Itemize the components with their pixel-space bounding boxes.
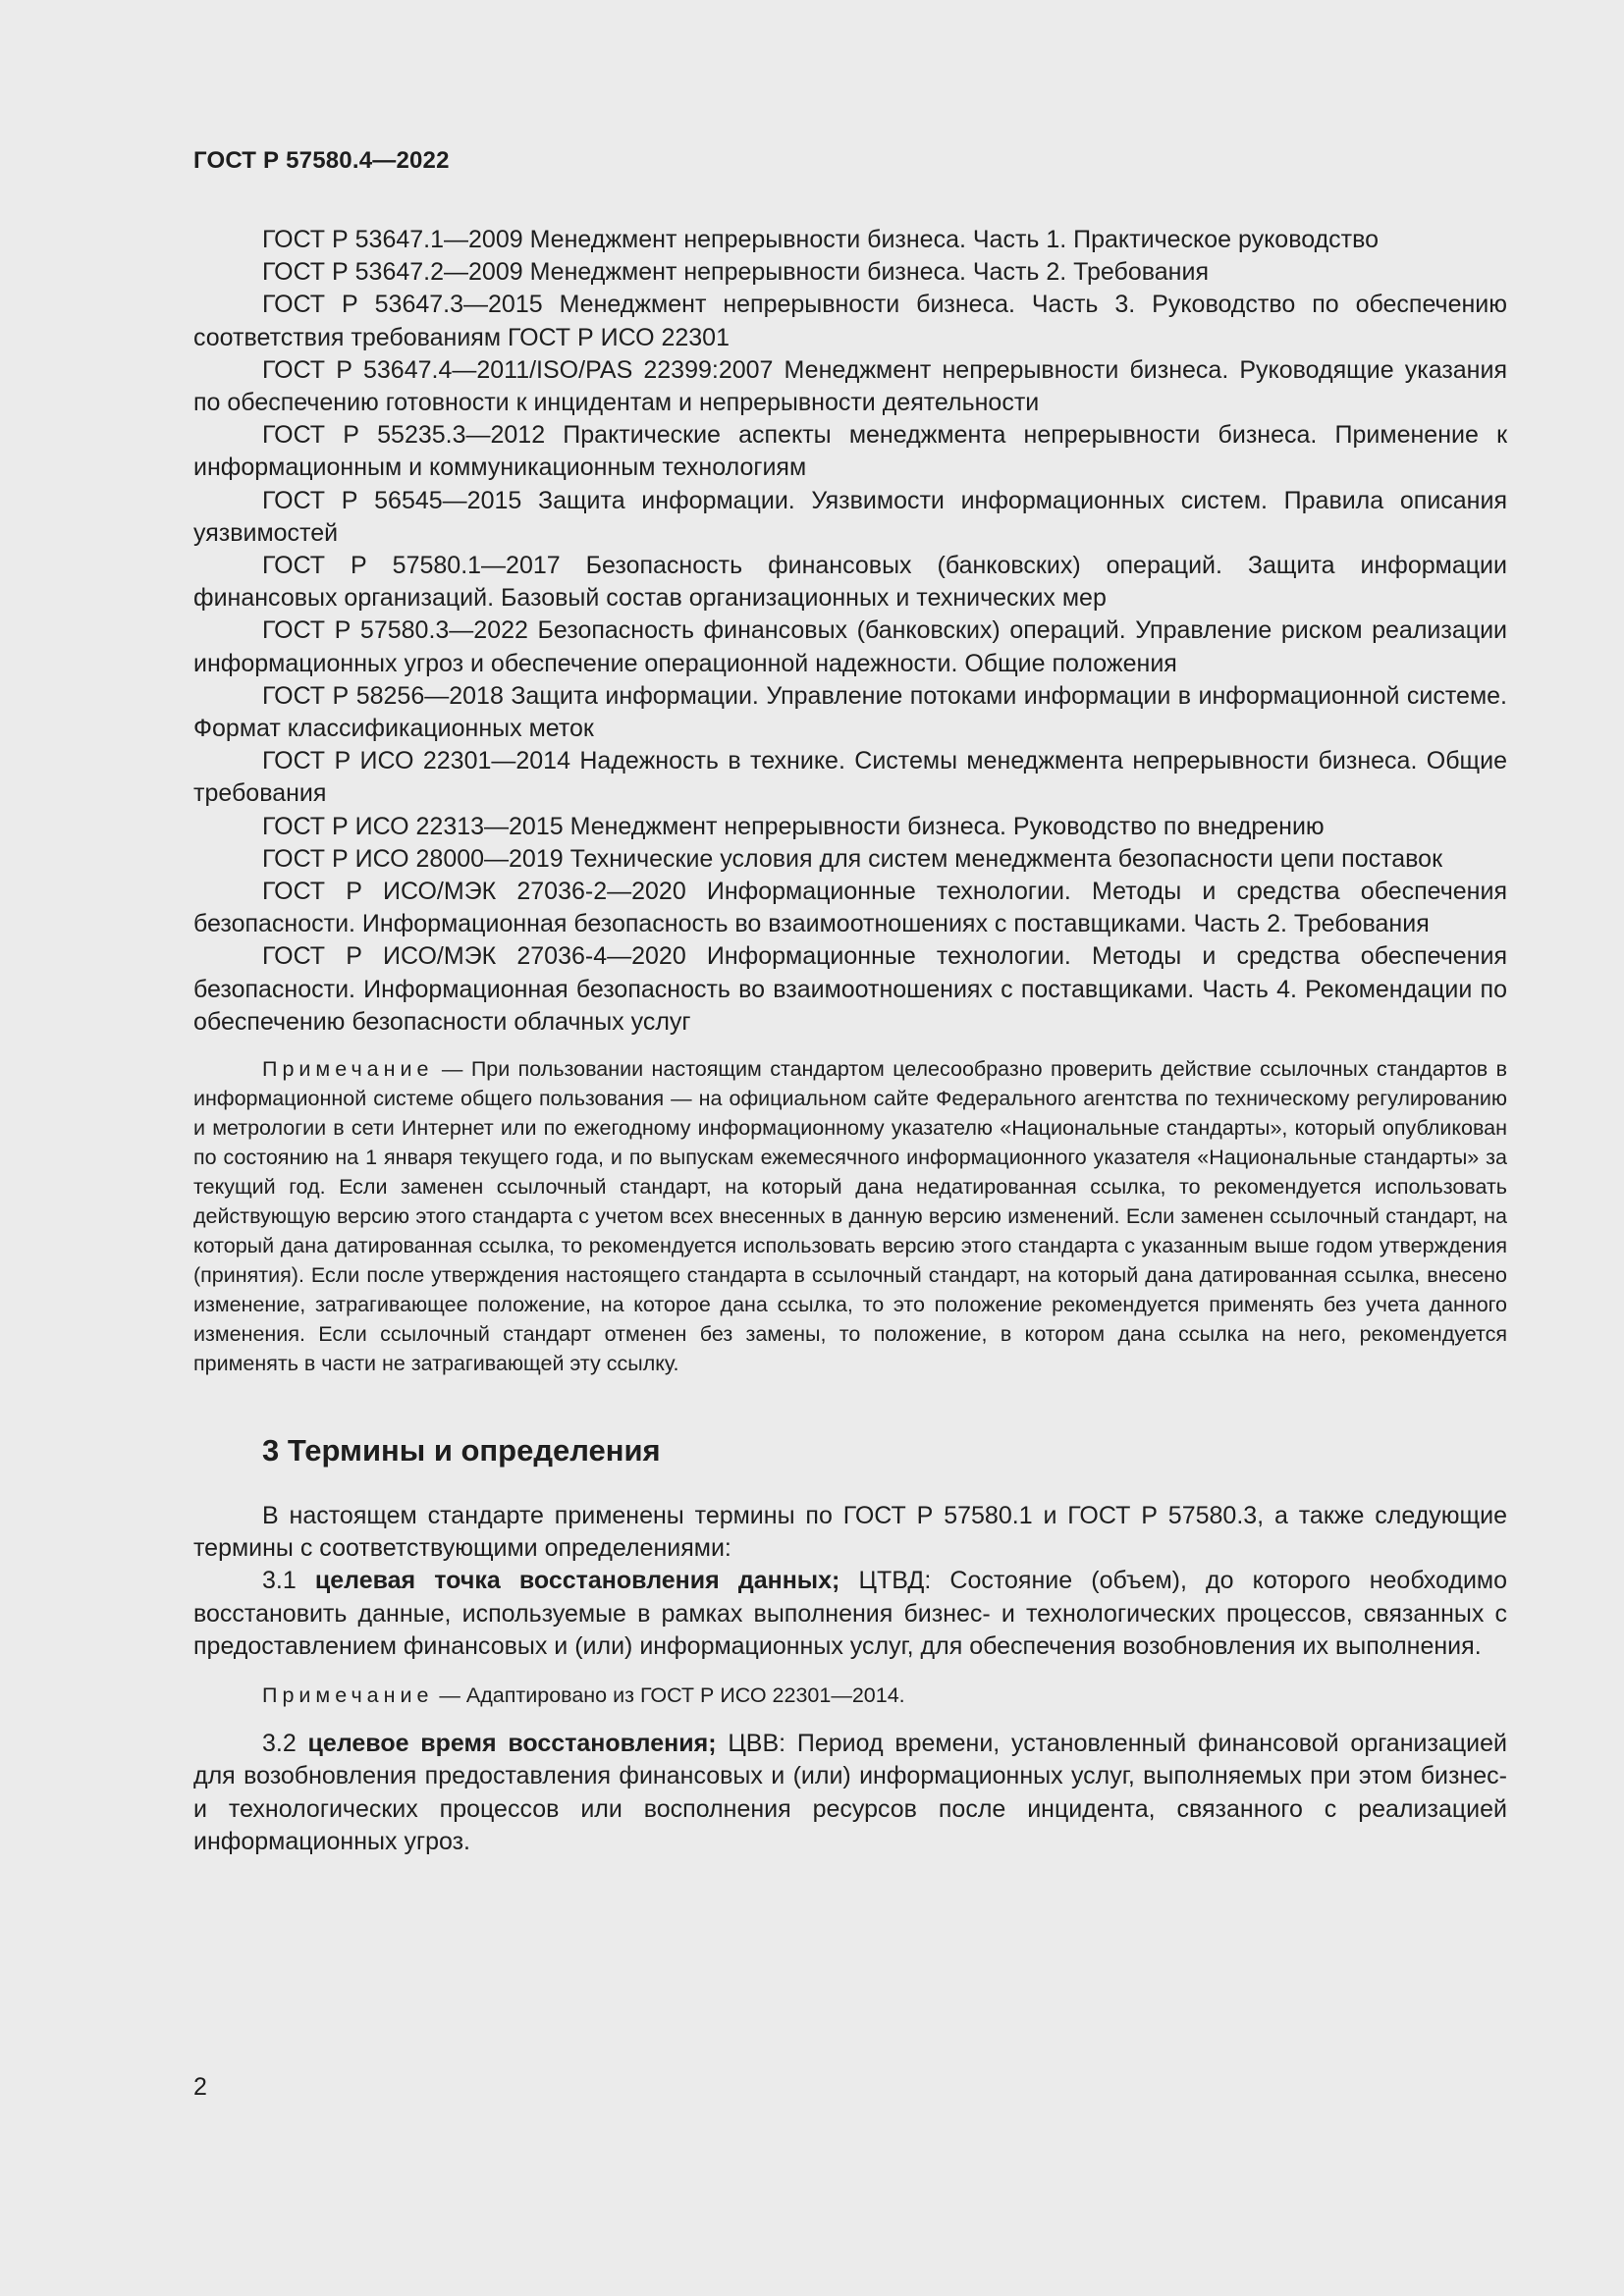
reference-item: ГОСТ Р 53647.4—2011/ISO/PAS 22399:2007 Менеджмент непрерывности бизнеса. Руководящие указания по обеспечению готовности к инцидентам и непрерывности деятельности [193,355,1507,417]
note-label: Примечание [262,1683,434,1708]
note-label: Примечание [262,1057,434,1082]
term-definition-text: ЦВВ: Период времени, установленный финансовой организацией для возобновления предоставления финансовых и (или) информационных услуг, выполняемых при этом бизнес- и технологических процессов или восполнения ресурсов после инцидента, связанного с реализацией информационных угроз. [193,1730,1507,1855]
reference-item: ГОСТ Р 53647.3—2015 Менеджмент непрерывности бизнеса. Часть 3. Руководство по обеспечению соответствия требованиям ГОСТ Р ИСО 22301 [193,291,1507,351]
term-definition-3-2 [193,1728,1507,1858]
note-text: При пользовании настоящим стандартом целесообразно проверить действие ссылочных стандартов в информационной системе общего пользования — на официальном сайте Федерального агентства по техническому регулированию и метрологии в сети Интернет или по ежегодному информационному указателю «Национальные стандарты», который опубликован по состоянию на 1 января текущего года, и по выпускам ежемесячного информационного указателя «Национальные стандарты» за текущий год. Если заменен ссылочный стандарт, на который дана недатированная ссылка, то рекомендуется использовать действующую версию этого стандарта с учетом всех внесенных в данную версию изменений. Если заменен ссылочный стандарт, на который дана датированная ссылка, то рекомендуется использовать версию этого стандарта с указанным выше годом утверждения (принятия). Если после утверждения настоящего стандарта в ссылочный стандарт, на который дана датированная ссылка, внесено изменение, затрагивающее положение, на которое дана ссылка, то это положение рекомендуется применять без учета данного изменения. Если ссылочный стандарт отменен без замены, то положение, в котором дана ссылка на него, рекомендуется применять в части не затрагивающей эту ссылку. [193,1057,1507,1376]
term-definition-text: ЦТВД: Состояние (объем), до которого необходимо восстановить данные, используемые в рамках выполнения бизнес- и технологических процессов, связанных с предоставлением финансовых и (или) информационных услуг, для обеспечения возобновления их выполнения. [193,1567,1508,1660]
section-heading-terms: 3 Термины и определения [262,1433,661,1468]
term-number: 3.1 [262,1567,297,1595]
reference-item: ГОСТ Р 53647.2—2009 Менеджмент непрерывности бизнеса. Часть 2. Требования [262,258,1209,287]
note-dash: — [433,1057,471,1082]
reference-item: ГОСТ Р 56545—2015 Защита информации. Уязвимости информационных систем. Правила описания уязвимостей [193,486,1507,547]
reference-item: ГОСТ Р 55235.3—2012 Практические аспекты менеджмента непрерывности бизнеса. Применение к информационным и коммуникационным технологиям [193,421,1507,482]
term-name: целевое время восстановления; [307,1730,717,1758]
note-text: Адаптировано из ГОСТ Р ИСО 22301—2014. [465,1683,905,1708]
term-name: целевая точка восстановления данных; [314,1567,840,1595]
reference-item: ГОСТ Р 57580.1—2017 Безопасность финансовых (банковских) операций. Защита информации финансовых организаций. Базовый состав организационных и технических мер [193,552,1507,613]
page-content [193,224,1507,1858]
terms-intro-paragraph: В настоящем стандарте применены термины по ГОСТ Р 57580.1 и ГОСТ Р 57580.3, а также следующие термины с соответствующими определениями: [193,1502,1507,1563]
reference-item: ГОСТ Р ИСО 22313—2015 Менеджмент непрерывности бизнеса. Руководство по внедрению [262,812,1325,840]
reference-item: ГОСТ Р 53647.1—2009 Менеджмент непрерывности бизнеса. Часть 1. Практическое руководство [262,226,1380,253]
note-dash: — [433,1683,466,1708]
reference-item: ГОСТ Р ИСО 28000—2019 Технические условия для систем менеджмента безопасности цепи поставок [262,844,1443,873]
term-note [193,1681,1507,1710]
term-number: 3.2 [262,1730,297,1758]
document-code-header: ГОСТ Р 57580.4—2022 [193,147,450,174]
reference-item: ГОСТ Р 57580.3—2022 Безопасность финансовых (банковских) операций. Управление риском реализации информационных угроз и обеспечение операционной надежности. Общие положения [193,616,1507,677]
reference-item: ГОСТ Р ИСО 22301—2014 Надежность в технике. Системы менеджмента непрерывности бизнеса. Общие требования [193,747,1507,808]
page-number: 2 [193,2073,207,2101]
references-note [193,1054,1507,1378]
reference-item: ГОСТ Р 58256—2018 Защита информации. Управление потоками информации в информационной системе. Формат классификационных меток [193,681,1507,743]
reference-item: ГОСТ Р ИСО/МЭК 27036-4—2020 Информационные технологии. Методы и средства обеспечения безопасности. Информационная безопасность во взаимоотношениях с поставщиками. Часть 4. Рекомендации по обеспечению безопасности облачных услуг [193,942,1507,1036]
reference-item: ГОСТ Р ИСО/МЭК 27036-2—2020 Информационные технологии. Методы и средства обеспечения безопасности. Информационная безопасность во взаимоотношениях с поставщиками. Часть 2. Требования [193,878,1507,938]
normative-references-list [193,224,1507,1039]
term-definition-3-1 [193,1565,1507,1663]
